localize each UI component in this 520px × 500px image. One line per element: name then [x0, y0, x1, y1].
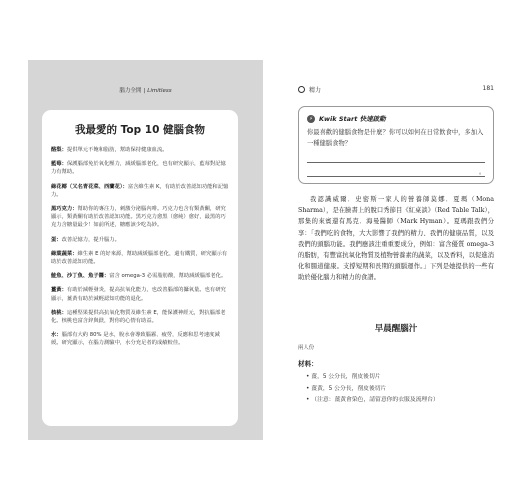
food-name: 核桃：: [51, 309, 67, 316]
food-description: 富含 omega-3 必需脂肪酸，幫助減緩腦部老化。: [109, 273, 227, 280]
ingredient-item: • （注意：薑黃會染色，請留意你的衣服及流理台）: [306, 395, 494, 407]
answer-line: [307, 167, 485, 177]
chapter-title: 精力: [309, 87, 322, 94]
brain-food-card: [42, 110, 238, 426]
food-item: [51, 309, 229, 325]
food-name: 鮭魚、沙丁魚、魚子醬：: [51, 273, 110, 280]
kwik-start-box: [298, 106, 494, 184]
answer-line: [307, 153, 485, 163]
food-item: [51, 272, 229, 280]
left-page: [28, 60, 263, 440]
right-page: [272, 60, 500, 440]
food-item: [51, 331, 229, 347]
food-description: 富含維生素 K，有助於改善認知功能和記憶力。: [51, 183, 229, 198]
kwik-start-title: Kwik Start 快速啟動: [319, 115, 386, 123]
food-description: 維生素 E 的好來源，幫助減緩腦部老化，還有鐵質，研究顯示有助於改善認知功能。: [51, 250, 228, 266]
ingredient-item: • 薑黃，5 公分長，削皮後切片: [306, 384, 494, 396]
answer-end-mark: 。: [478, 169, 485, 177]
food-description: 幫助你的專注力，刺激分泌腦內啡。巧克力也含有類黃酮，研究顯示，類黃酮有助於改善認知功能。黑巧克力愈黑（愈純）愈好，最黑的巧克力含糖量最少！如前所述，糖應該少吃為妙。: [51, 206, 226, 229]
ingredient-item: • 薑，5 公分長，削皮後切片: [306, 372, 494, 384]
food-description: 提供單元不飽和脂肪，幫助保持健康血流。: [66, 147, 168, 153]
kwik-start-question: 你最喜歡的健腦食物是什麼？你可以如何在日常飲食中，多加入一種健腦食物？: [307, 129, 484, 148]
recipe-servings: 兩人份: [298, 345, 315, 351]
food-description: 腦部有大約 80% 是水，脫水會導致腦霧、疲勞，反應和思考速度減緩。研究顯示，在腦力測驗中，水分充足者的成績較佳。: [51, 332, 220, 347]
ingredients-label: 材料：: [298, 360, 318, 368]
food-item: [51, 183, 229, 199]
food-item: [51, 146, 229, 154]
book-title: 腦力全開: [119, 88, 142, 94]
food-description: 改善記憶力，提升腦力。: [61, 236, 120, 243]
lightning-icon: ⚡: [307, 115, 315, 123]
food-description: 這種堅果提供高抗氧化物質及維生素 E，能保護神經元，對抗腦部老化。核桃也富含鋅與鎂，對你的心情有助益。: [51, 309, 226, 325]
recipe-title: 早晨醒腦汁: [374, 324, 418, 334]
food-item: [51, 160, 229, 176]
food-item: [51, 250, 229, 266]
food-name: 黑巧克力：: [51, 206, 78, 213]
food-name: 水：: [51, 332, 62, 339]
food-name: 酪梨：: [51, 147, 67, 153]
food-item: [51, 286, 229, 302]
right-running-head: [298, 85, 321, 94]
food-list: [51, 146, 229, 348]
food-name: 蛋：: [51, 236, 62, 243]
food-description: 保護腦部免於氧化壓力，減緩腦部老化，也有研究顯示，藍莓對記憶力有幫助。: [51, 161, 226, 176]
book-subtitle: Limitless: [147, 88, 172, 94]
food-item: [51, 205, 229, 230]
food-item: [51, 236, 229, 244]
food-name: 綠花椰（又名青花菜、西蘭花）：: [51, 183, 128, 190]
card-title: 我最愛的 Top 10 健腦食物: [74, 124, 206, 136]
kwik-start-heading: [307, 114, 485, 123]
food-name: 藍莓：: [51, 161, 67, 168]
food-name: 綠葉蔬菜：: [51, 250, 78, 257]
food-name: 薑黃：: [51, 287, 67, 294]
food-description: 有助於減輕發炎，提高抗氧化能力，也改善腦部的攝氧量。也有研究顯示，薑黃有助於減輕認知功能的退化。: [51, 287, 226, 302]
page-number: 181: [482, 85, 494, 92]
brain-icon: [298, 86, 305, 93]
ingredients-list: [306, 372, 494, 407]
body-paragraph: 我認識威爾．史密斯一家人的營養師莫娜．夏瑪（Mona Sharma），是在臉書上的脫口秀節目《紅桌談》（Red Table Talk），那集的來賓還有馬克．海曼醫師（Mark Hyman）。夏瑪跟我們分享：「我們吃的食物，大大影響了我們的精力、我們的健康品質，以及我們的頭腦功能。我們應該注重重要成分，例如：富含優質 omega-3 的脂肪，有豐富抗氧化物質及植物營養素的蔬菜，以及香料，以促進消化和腸道健康。支撐短期和長期的頭腦運作。」下列是她提供的一些有助於優化腦力和精力的食譜。: [298, 196, 494, 282]
left-running-head: 腦力全開 | Limitless: [119, 88, 172, 94]
